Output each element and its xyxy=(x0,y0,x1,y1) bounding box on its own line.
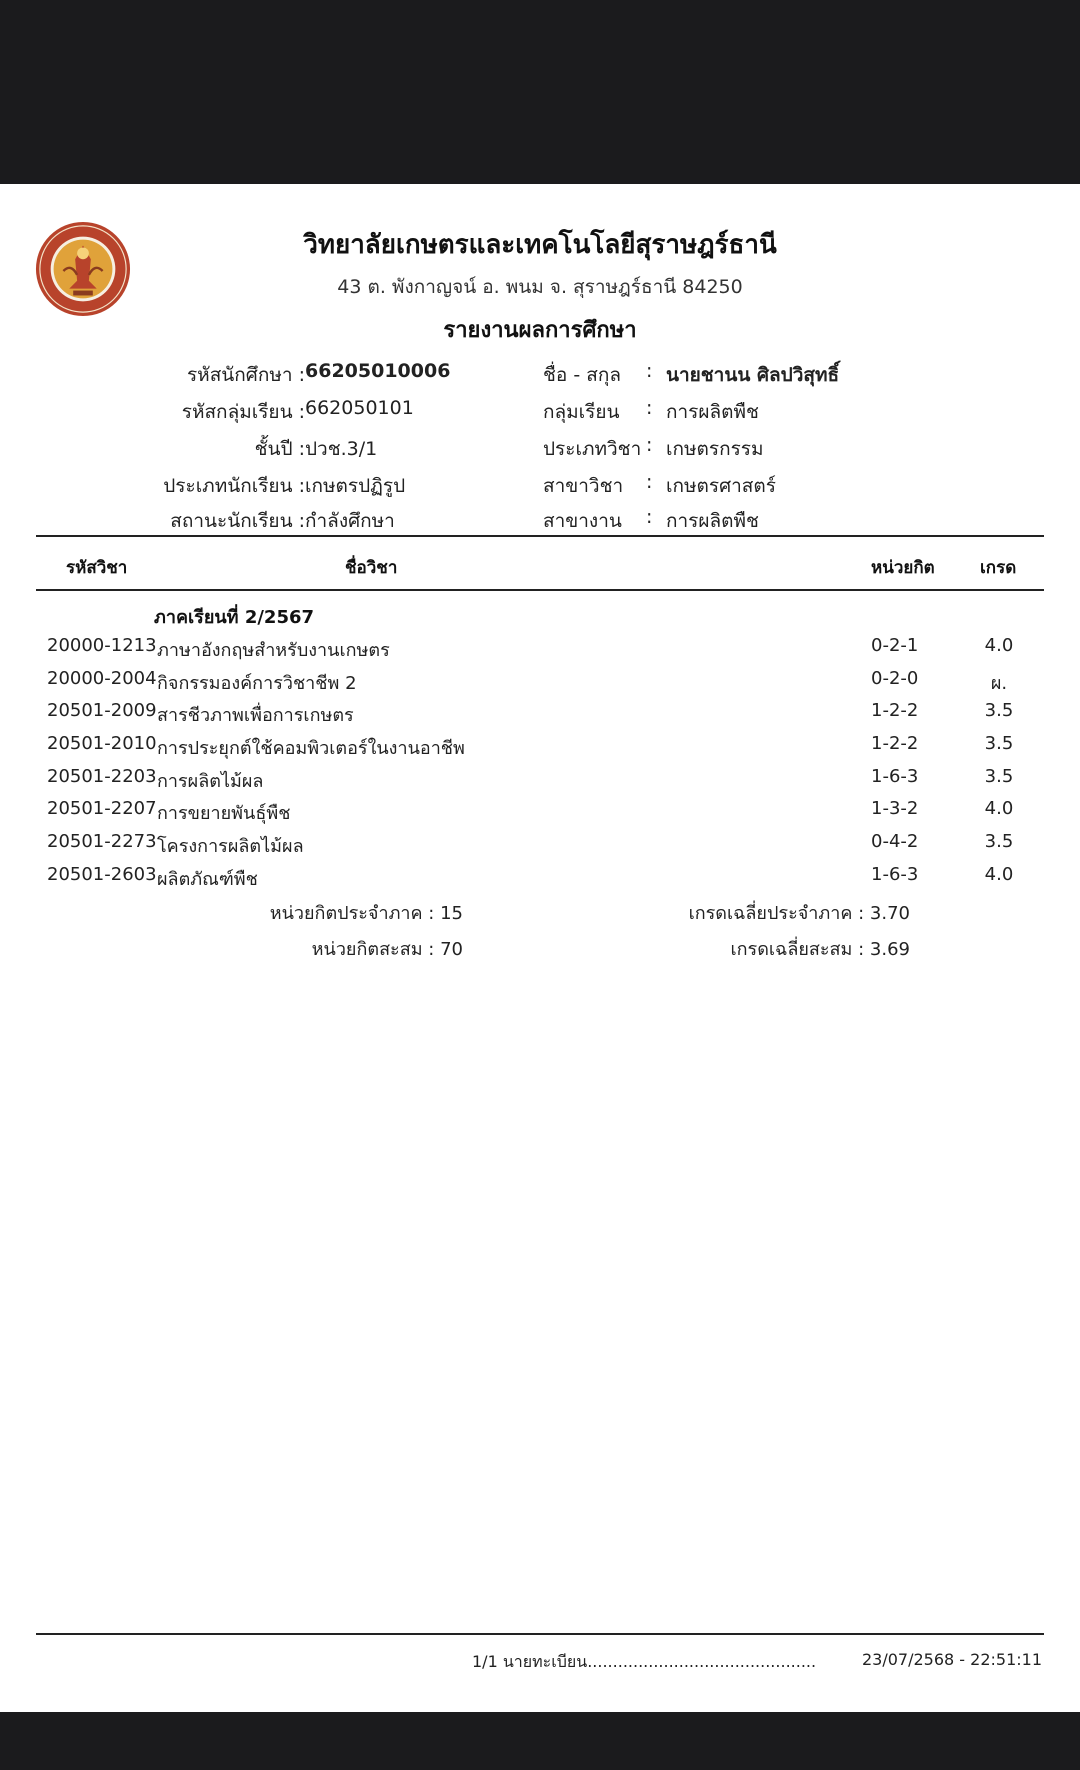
course-name: การผลิตไม้ผล xyxy=(157,771,264,792)
course-grade: 4.0 xyxy=(984,864,1014,885)
table-row xyxy=(0,668,1080,700)
major-label: สาขาวิชา xyxy=(543,475,624,497)
table-row xyxy=(0,864,1080,896)
full-name-row xyxy=(0,360,1080,390)
course-code: 20000-1213 xyxy=(47,635,157,656)
course-name: กิจกรรมองค์การวิชาชีพ 2 xyxy=(157,673,357,694)
course-credits: 0-4-2 xyxy=(871,831,919,852)
transcript-document xyxy=(0,184,1080,1712)
class-group-value: การผลิตพืช xyxy=(666,401,759,423)
semester-label: ภาคเรียนที่ 2/2567 xyxy=(154,607,315,628)
class-group-label: กลุ่มเรียน xyxy=(543,401,620,423)
year-level-label: ชั้นปี : xyxy=(254,438,305,460)
course-code: 20501-2010 xyxy=(47,733,157,754)
major-value: เกษตรศาสตร์ xyxy=(666,475,776,497)
colon: : xyxy=(646,360,653,382)
student-type-label: ประเภทนักเรียน : xyxy=(163,475,305,497)
course-grade: 3.5 xyxy=(984,733,1014,754)
course-code: 20501-2009 xyxy=(47,700,157,721)
course-credits: 1-3-2 xyxy=(871,798,919,819)
full-name-value: นายชานน ศิลปวิสุทธิ์ xyxy=(666,364,840,386)
colon: : xyxy=(646,506,653,528)
course-name: โครงการผลิตไม้ผล xyxy=(157,836,304,857)
col-header-grade: เกรด xyxy=(980,558,1017,578)
subject-type-value: เกษตรกรรม xyxy=(666,438,764,460)
college-address: 43 ต. พังกาญจน์ อ. พนม จ. สุราษฎร์ธานี 84250 xyxy=(337,276,743,298)
course-grade: 3.5 xyxy=(984,700,1014,721)
course-code: 20501-2603 xyxy=(47,864,157,885)
table-row xyxy=(0,831,1080,863)
col-header-code: รหัสวิชา xyxy=(66,558,128,578)
subject-type-row xyxy=(0,434,1080,464)
group-code-value: 662050101 xyxy=(305,397,414,419)
course-grade: ผ. xyxy=(990,673,1008,694)
cumulative-credits: หน่วยกิตสะสม : 70 xyxy=(311,939,463,960)
major-row xyxy=(0,471,1080,501)
footer-divider xyxy=(36,1633,1044,1635)
specialization-label: สาขางาน xyxy=(543,510,622,532)
course-name: สารชีวภาพเพื่อการเกษตร xyxy=(157,705,354,726)
full-name-label: ชื่อ - สกุล xyxy=(543,364,621,386)
course-credits: 1-2-2 xyxy=(871,733,919,754)
course-credits: 1-2-2 xyxy=(871,700,919,721)
course-grade: 3.5 xyxy=(984,831,1014,852)
course-credits: 1-6-3 xyxy=(871,864,919,885)
col-header-name: ชื่อวิชา xyxy=(345,558,398,578)
class-group-row xyxy=(0,397,1080,427)
colon: : xyxy=(646,434,653,456)
course-credits: 0-2-0 xyxy=(871,668,919,689)
table-row xyxy=(0,798,1080,830)
student-type-value: เกษตรปฏิรูป xyxy=(305,475,406,497)
print-timestamp: 23/07/2568 - 22:51:11 xyxy=(861,1650,1042,1669)
colon: : xyxy=(646,397,653,419)
student-status-label: สถานะนักเรียน : xyxy=(170,510,305,532)
course-code: 20501-2207 xyxy=(47,798,157,819)
cumulative-gpa: เกรดเฉลี่ยสะสม : 3.69 xyxy=(730,939,910,960)
course-name: ภาษาอังกฤษสำหรับงานเกษตร xyxy=(157,640,390,661)
table-row xyxy=(0,766,1080,798)
course-grade: 3.5 xyxy=(984,766,1014,787)
college-name: วิทยาลัยเกษตรและเทคโนโลยีสุราษฎร์ธานี xyxy=(303,230,777,260)
report-title: รายงานผลการศึกษา xyxy=(443,318,637,343)
term-credits: หน่วยกิตประจำภาค : 15 xyxy=(269,903,463,924)
course-credits: 0-2-1 xyxy=(871,635,919,656)
student-id-value: 66205010006 xyxy=(305,360,451,382)
course-name: การประยุกต์ใช้คอมพิวเตอร์ในงานอาชีพ xyxy=(157,738,465,759)
course-code: 20501-2273 xyxy=(47,831,157,852)
header-bottom-divider xyxy=(36,589,1044,591)
group-code-label: รหัสกลุ่มเรียน : xyxy=(181,401,305,423)
course-grade: 4.0 xyxy=(984,798,1014,819)
col-header-credits: หน่วยกิต xyxy=(871,558,935,578)
bottom-black-bar xyxy=(0,1712,1080,1770)
specialization-row xyxy=(0,506,1080,536)
student-id-label: รหัสนักศึกษา : xyxy=(186,364,305,386)
course-name: การขยายพันธุ์พืช xyxy=(157,803,291,824)
page-and-registrar: 1/1 นายทะเบียน............................................. xyxy=(472,1652,817,1671)
year-level-value: ปวช.3/1 xyxy=(305,438,378,460)
subject-type-label: ประเภทวิชา xyxy=(543,438,642,460)
course-credits: 1-6-3 xyxy=(871,766,919,787)
colon: : xyxy=(646,471,653,493)
term-gpa: เกรดเฉลี่ยประจำภาค : 3.70 xyxy=(688,903,910,924)
student-status-value: กำลังศึกษา xyxy=(305,510,395,532)
table-row xyxy=(0,733,1080,765)
table-row xyxy=(0,635,1080,667)
header-top-divider xyxy=(36,535,1044,537)
course-name: ผลิตภัณฑ์พืช xyxy=(157,869,258,890)
course-grade: 4.0 xyxy=(984,635,1014,656)
table-row xyxy=(0,700,1080,732)
top-black-bar xyxy=(0,0,1080,184)
specialization-value: การผลิตพืช xyxy=(666,510,759,532)
course-code: 20501-2203 xyxy=(47,766,157,787)
course-code: 20000-2004 xyxy=(47,668,157,689)
